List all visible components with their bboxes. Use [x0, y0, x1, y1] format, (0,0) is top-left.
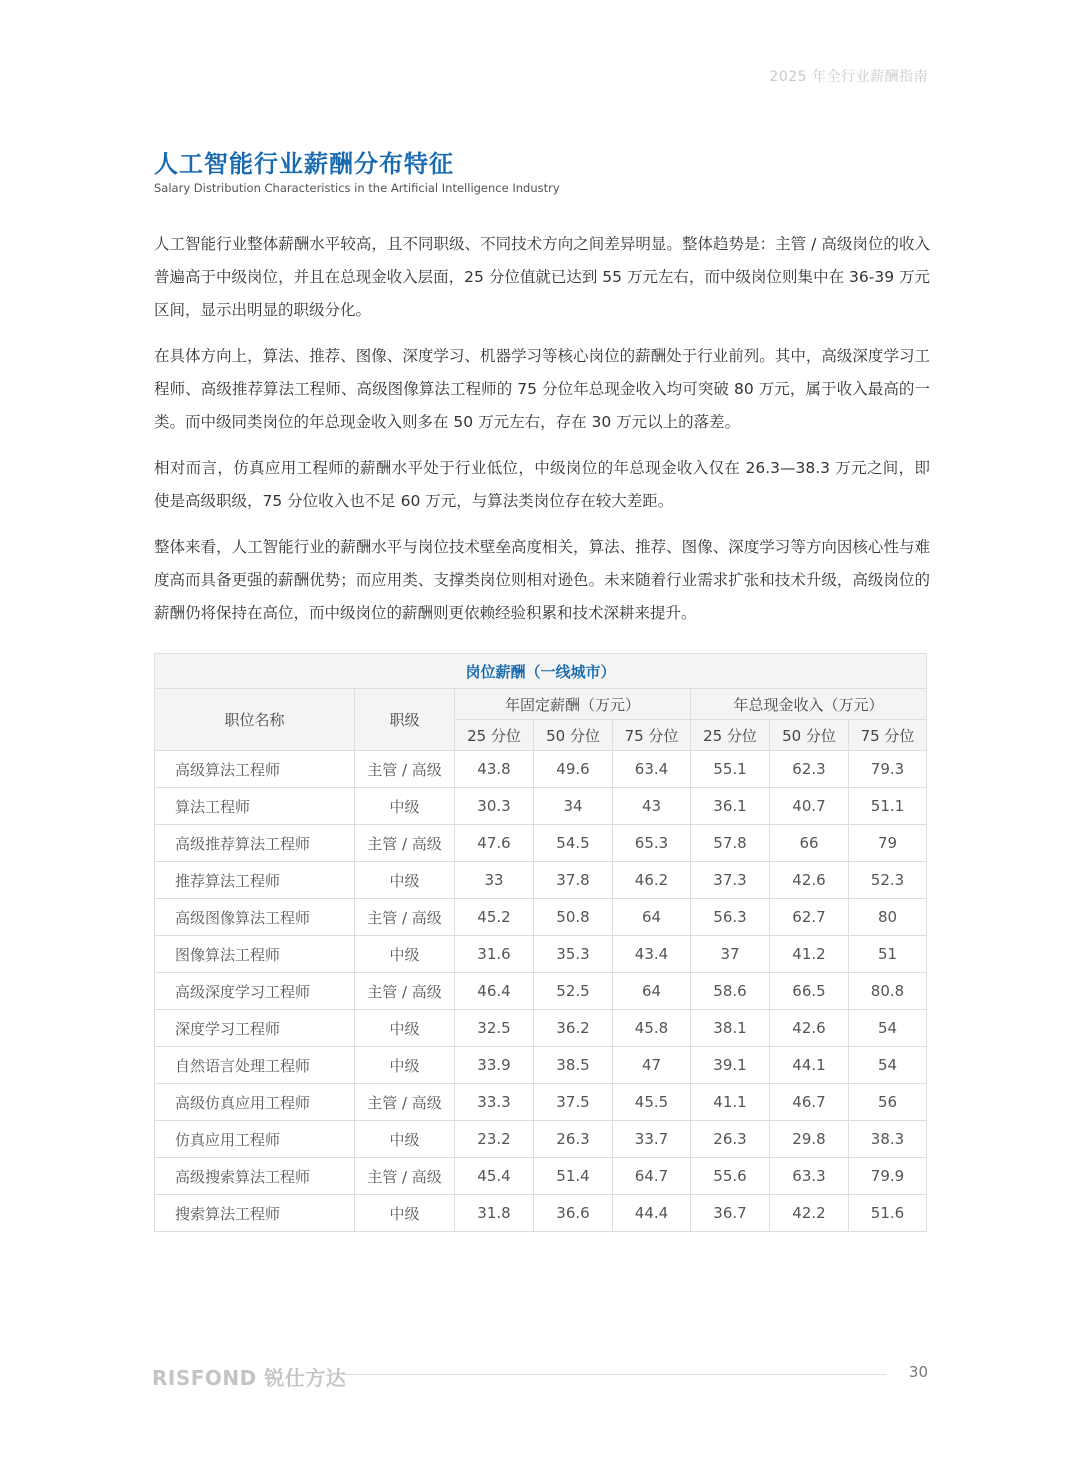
cell-job-title: 算法工程师	[155, 788, 355, 825]
cell-value: 36.1	[691, 788, 770, 825]
cell-value: 46.4	[455, 973, 534, 1010]
cell-level: 主管 / 高级	[355, 1084, 455, 1121]
percentile-header: 75 分位	[613, 720, 691, 751]
cell-level: 中级	[355, 862, 455, 899]
cell-value: 45.4	[455, 1158, 534, 1195]
cell-value: 66	[770, 825, 849, 862]
cell-value: 58.6	[691, 973, 770, 1010]
cell-value: 80	[849, 899, 927, 936]
cell-value: 41.2	[770, 936, 849, 973]
column-header-name: 职位名称	[155, 689, 355, 751]
cell-job-title: 高级深度学习工程师	[155, 973, 355, 1010]
cell-level: 主管 / 高级	[355, 973, 455, 1010]
cell-value: 38.3	[849, 1121, 927, 1158]
cell-level: 中级	[355, 1010, 455, 1047]
cell-value: 36.7	[691, 1195, 770, 1232]
cell-job-title: 高级图像算法工程师	[155, 899, 355, 936]
footer-divider	[342, 1374, 886, 1375]
cell-value: 49.6	[534, 751, 613, 788]
cell-level: 中级	[355, 1121, 455, 1158]
cell-value: 26.3	[691, 1121, 770, 1158]
cell-value: 35.3	[534, 936, 613, 973]
paragraph: 在具体方向上，算法、推荐、图像、深度学习、机器学习等核心岗位的薪酬处于行业前列。其中，高级深度学习工程师、高级推荐算法工程师、高级图像算法工程师的 75 分位年总现金收入均可突破 80 万元，属于收入最高的一类。而中级同类岗位的年总现金收入则多在 50 万元左右，存在 30 万元以上的落差。	[154, 347, 930, 431]
paragraph: 人工智能行业整体薪酬水平较高，且不同职级、不同技术方向之间差异明显。整体趋势是：主管 / 高级岗位的收入普遍高于中级岗位，并且在总现金收入层面，25 分位值就已达到 55 万元左右，而中级岗位则集中在 36-39 万元区间，显示出明显的职级分化。	[154, 235, 930, 319]
cell-value: 80.8	[849, 973, 927, 1010]
cell-level: 中级	[355, 936, 455, 973]
cell-value: 33.9	[455, 1047, 534, 1084]
cell-level: 主管 / 高级	[355, 751, 455, 788]
cell-level: 中级	[355, 1047, 455, 1084]
cell-value: 54	[849, 1010, 927, 1047]
cell-value: 56.3	[691, 899, 770, 936]
cell-value: 40.7	[770, 788, 849, 825]
cell-value: 42.6	[770, 862, 849, 899]
cell-value: 39.1	[691, 1047, 770, 1084]
cell-value: 46.7	[770, 1084, 849, 1121]
cell-value: 34	[534, 788, 613, 825]
cell-level: 中级	[355, 788, 455, 825]
cell-value: 52.5	[534, 973, 613, 1010]
cell-value: 65.3	[613, 825, 691, 862]
cell-value: 37	[691, 936, 770, 973]
cell-value: 64	[613, 973, 691, 1010]
cell-job-title: 高级算法工程师	[155, 751, 355, 788]
cell-value: 55.6	[691, 1158, 770, 1195]
table-row	[155, 899, 927, 936]
cell-value: 37.8	[534, 862, 613, 899]
percentile-header: 25 分位	[455, 720, 534, 751]
cell-job-title: 推荐算法工程师	[155, 862, 355, 899]
cell-value: 33.3	[455, 1084, 534, 1121]
section-subtitle: Salary Distribution Characteristics in the Artificial Intelligence Industry	[154, 181, 560, 195]
cell-value: 79.9	[849, 1158, 927, 1195]
table-caption: 岗位薪酬（一线城市）	[155, 654, 927, 689]
cell-value: 31.6	[455, 936, 534, 973]
cell-value: 44.4	[613, 1195, 691, 1232]
group-header-fixed-salary: 年固定薪酬（万元）	[455, 689, 691, 720]
cell-value: 51.4	[534, 1158, 613, 1195]
page-number: 30	[908, 1363, 928, 1381]
percentile-header: 50 分位	[534, 720, 613, 751]
table-row	[155, 1195, 927, 1232]
table-body	[155, 751, 927, 1232]
cell-value: 51.6	[849, 1195, 927, 1232]
cell-value: 38.1	[691, 1010, 770, 1047]
cell-job-title: 高级搜索算法工程师	[155, 1158, 355, 1195]
cell-value: 26.3	[534, 1121, 613, 1158]
cell-job-title: 自然语言处理工程师	[155, 1047, 355, 1084]
cell-value: 42.6	[770, 1010, 849, 1047]
cell-value: 29.8	[770, 1121, 849, 1158]
cell-value: 62.7	[770, 899, 849, 936]
table-row	[155, 1084, 927, 1121]
cell-job-title: 高级仿真应用工程师	[155, 1084, 355, 1121]
cell-value: 52.3	[849, 862, 927, 899]
cell-job-title: 仿真应用工程师	[155, 1121, 355, 1158]
table-row	[155, 973, 927, 1010]
cell-value: 63.3	[770, 1158, 849, 1195]
cell-value: 64.7	[613, 1158, 691, 1195]
cell-value: 57.8	[691, 825, 770, 862]
cell-value: 79	[849, 825, 927, 862]
cell-level: 主管 / 高级	[355, 825, 455, 862]
cell-job-title: 深度学习工程师	[155, 1010, 355, 1047]
section-title-block	[154, 150, 560, 196]
table-row	[155, 862, 927, 899]
cell-value: 45.2	[455, 899, 534, 936]
cell-value: 46.2	[613, 862, 691, 899]
cell-value: 51.1	[849, 788, 927, 825]
percentile-header: 75 分位	[849, 720, 927, 751]
percentile-header: 25 分位	[691, 720, 770, 751]
table-row	[155, 788, 927, 825]
cell-job-title: 高级推荐算法工程师	[155, 825, 355, 862]
cell-value: 41.1	[691, 1084, 770, 1121]
cell-value: 36.6	[534, 1195, 613, 1232]
cell-job-title: 图像算法工程师	[155, 936, 355, 973]
cell-value: 33.7	[613, 1121, 691, 1158]
table-row	[155, 1158, 927, 1195]
cell-value: 47.6	[455, 825, 534, 862]
table-row	[155, 1047, 927, 1084]
cell-value: 63.4	[613, 751, 691, 788]
cell-value: 43	[613, 788, 691, 825]
cell-value: 66.5	[770, 973, 849, 1010]
group-header-total-cash: 年总现金收入（万元）	[691, 689, 927, 720]
cell-level: 主管 / 高级	[355, 899, 455, 936]
cell-value: 54	[849, 1047, 927, 1084]
cell-value: 37.3	[691, 862, 770, 899]
cell-value: 64	[613, 899, 691, 936]
cell-value: 50.8	[534, 899, 613, 936]
cell-value: 33	[455, 862, 534, 899]
brand-logo: RISFOND 锐仕方达	[152, 1366, 347, 1390]
table-row	[155, 936, 927, 973]
running-header: 2025 年全行业薪酬指南	[769, 69, 928, 85]
cell-level: 中级	[355, 1195, 455, 1232]
table-row	[155, 1010, 927, 1047]
cell-value: 43.4	[613, 936, 691, 973]
cell-value: 23.2	[455, 1121, 534, 1158]
percentile-header: 50 分位	[770, 720, 849, 751]
cell-value: 54.5	[534, 825, 613, 862]
column-header-level: 职级	[355, 689, 455, 751]
paragraph: 相对而言，仿真应用工程师的薪酬水平处于行业低位，中级岗位的年总现金收入仅在 26.3—38.3 万元之间，即使是高级职级，75 分位收入也不足 60 万元，与算法类岗位存在较大差距。	[154, 459, 930, 510]
cell-value: 31.8	[455, 1195, 534, 1232]
cell-value: 38.5	[534, 1047, 613, 1084]
table-row	[155, 1121, 927, 1158]
cell-value: 55.1	[691, 751, 770, 788]
cell-value: 43.8	[455, 751, 534, 788]
cell-value: 42.2	[770, 1195, 849, 1232]
cell-level: 主管 / 高级	[355, 1158, 455, 1195]
salary-table	[154, 653, 927, 1232]
cell-value: 37.5	[534, 1084, 613, 1121]
page-footer	[152, 1362, 928, 1390]
body-text	[154, 228, 930, 643]
cell-job-title: 搜索算法工程师	[155, 1195, 355, 1232]
section-title: 人工智能行业薪酬分布特征	[154, 150, 454, 178]
cell-value: 44.1	[770, 1047, 849, 1084]
cell-value: 45.8	[613, 1010, 691, 1047]
cell-value: 62.3	[770, 751, 849, 788]
cell-value: 32.5	[455, 1010, 534, 1047]
table-row	[155, 751, 927, 788]
cell-value: 51	[849, 936, 927, 973]
cell-value: 79.3	[849, 751, 927, 788]
cell-value: 56	[849, 1084, 927, 1121]
cell-value: 36.2	[534, 1010, 613, 1047]
cell-value: 45.5	[613, 1084, 691, 1121]
cell-value: 47	[613, 1047, 691, 1084]
paragraph: 整体来看，人工智能行业的薪酬水平与岗位技术壁垒高度相关，算法、推荐、图像、深度学习等方向因核心性与难度高而具备更强的薪酬优势；而应用类、支撑类岗位则相对逊色。未来随着行业需求扩张和技术升级，高级岗位的薪酬仍将保持在高位，而中级岗位的薪酬则更依赖经验积累和技术深耕来提升。	[154, 538, 930, 622]
table-row	[155, 825, 927, 862]
cell-value: 30.3	[455, 788, 534, 825]
